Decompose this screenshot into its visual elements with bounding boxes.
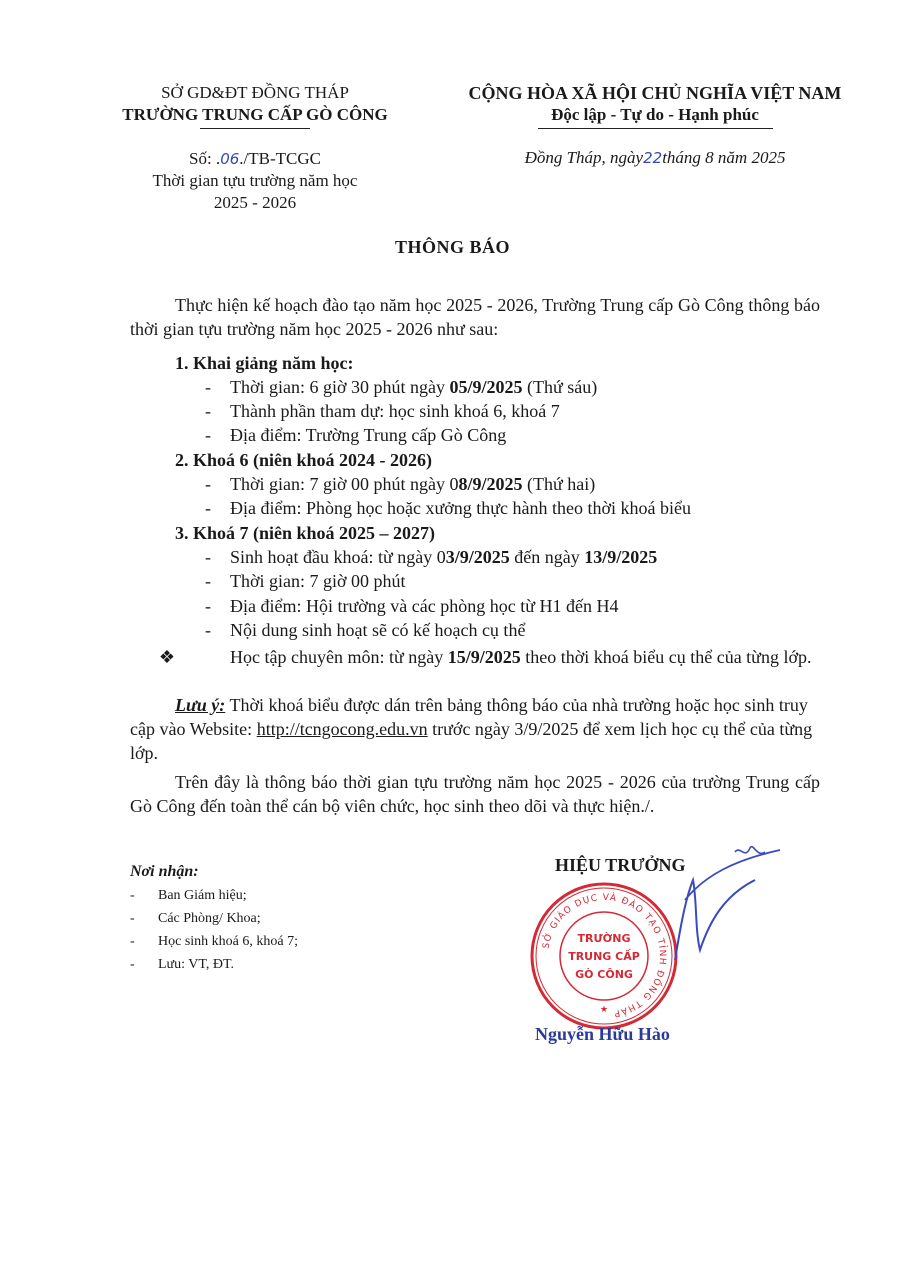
item-text-post: đến ngày xyxy=(509,547,585,567)
item-bold: 3/9/2025 xyxy=(445,547,510,567)
item-text: Địa điểm: Trường Trung cấp Gò Công xyxy=(230,425,507,445)
recipient-text: Ban Giám hiệu; xyxy=(158,888,247,903)
recipients-block xyxy=(130,860,460,976)
section-item: - Thời gian: 7 giờ 00 phút xyxy=(205,571,406,591)
item-text: Thời gian: 7 giờ 00 phút ngày 0 xyxy=(230,474,459,494)
section-item: - Nội dung sinh hoạt sẽ có kế hoạch cụ thể xyxy=(205,620,526,640)
section-item: - Thành phần tham dự: học sinh khoá 6, khoá 7 xyxy=(205,401,560,421)
item-text: Thành phần tham dự: học sinh khoá 6, khoá 7 xyxy=(230,401,560,421)
national-header xyxy=(430,82,880,129)
stamp-line-3: GÒ CÔNG xyxy=(575,968,633,981)
recipient-text: Các Phòng/ Khoa; xyxy=(158,911,261,926)
note-text: Thời khoá biểu được dán trên bảng thông báo của nhà trường hoặc học sinh truy cập vào Website: xyxy=(130,695,808,739)
section-heading: 1. Khai giảng năm học: xyxy=(175,353,354,373)
note-label: Lưu ý: xyxy=(175,695,226,715)
place-date xyxy=(430,148,880,168)
document-subject-line1: Thời gian tựu trường năm học xyxy=(152,171,358,190)
item-text: Địa điểm: Hội trường và các phòng học từ H1 đến H4 xyxy=(230,596,619,616)
star-item-post: theo thời khoá biểu cụ thể của từng lớp. xyxy=(520,647,812,667)
item-bold-2: 13/9/2025 xyxy=(584,547,658,567)
recipient-item: - Lưu: VT, ĐT. xyxy=(130,957,235,972)
note-text-end: trước ngày 3/9/2025 để xem lịch học cụ thể của từng lớp. xyxy=(130,719,813,763)
section-heading: 3. Khoá 7 (niên khoá 2025 – 2027) xyxy=(175,523,436,543)
item-text: Thời gian: 7 giờ 00 phút xyxy=(230,571,406,591)
item-text: Thời gian: 6 giờ 30 phút ngày xyxy=(230,377,450,397)
closing-paragraph: Trên đây là thông báo thời gian tựu trường năm học 2025 - 2026 của trường Trung cấp Gò Công đến toàn thể cán bộ viên chức, học sinh theo dõi và thực hiện./. xyxy=(130,772,820,816)
section-item: - Địa điểm: Trường Trung cấp Gò Công xyxy=(205,425,507,445)
handwritten-signature-icon xyxy=(615,840,785,970)
document-number xyxy=(90,148,420,170)
intro-paragraph: Thực hiện kế hoạch đào tạo năm học 2025 - 2026, Trường Trung cấp Gò Công thông báo thời gian tựu trường năm học 2025 - 2026 như sau: xyxy=(130,295,820,339)
recipient-text: Lưu: VT, ĐT. xyxy=(158,957,235,972)
svg-text:★: ★ xyxy=(599,1005,609,1015)
recipient-item: - Học sinh khoá 6, khoá 7; xyxy=(130,934,298,949)
number-prefix: Số: . xyxy=(189,149,221,168)
website-link[interactable]: http://tcngocong.edu.vn xyxy=(256,719,428,739)
number-suffix: ./TB-TCGC xyxy=(239,149,321,168)
section-item: - Thời gian: 7 giờ 00 phút ngày 08/9/2025 (Thứ hai) xyxy=(205,474,596,494)
date-day-handwritten: 22 xyxy=(643,149,663,167)
note-paragraph xyxy=(130,693,820,765)
recipients-label: Nơi nhận: xyxy=(130,863,199,880)
item-text: Nội dung sinh hoạt sẽ có kế hoạch cụ thể xyxy=(230,620,526,640)
number-handwritten: 06 xyxy=(220,150,240,168)
section-item: - Địa điểm: Hội trường và các phòng học từ H1 đến H4 xyxy=(205,596,619,616)
signer-title: HIỆU TRƯỞNG xyxy=(555,855,686,875)
recipient-item: - Ban Giám hiệu; xyxy=(130,888,247,903)
document-number-block xyxy=(90,148,420,214)
section-heading: 2. Khoá 6 (niên khoá 2024 - 2026) xyxy=(175,450,433,470)
national-title: CỘNG HÒA XÃ HỘI CHỦ NGHĨA VIỆT NAM xyxy=(468,83,842,103)
stamp-line-1: TRƯỜNG xyxy=(577,932,631,945)
stamp-line-2: TRUNG CẤP xyxy=(568,950,640,963)
item-text: Sinh hoạt đầu khoá: từ ngày 0 xyxy=(230,547,446,567)
recipient-item: - Các Phòng/ Khoa; xyxy=(130,911,261,926)
section-item: - Sinh hoạt đầu khoá: từ ngày 03/9/2025 đến ngày 13/9/2025 xyxy=(205,547,658,567)
date-before: Đồng Tháp, ngày xyxy=(524,148,644,167)
section-item: - Thời gian: 6 giờ 30 phút ngày 05/9/2025 (Thứ sáu) xyxy=(205,377,598,397)
item-bold: 05/9/2025 xyxy=(449,377,523,397)
issuer-underline xyxy=(200,128,310,129)
star-item xyxy=(130,645,820,669)
motto-underline xyxy=(538,128,773,129)
document-title: THÔNG BÁO xyxy=(394,237,510,257)
issuer-school: TRƯỜNG TRUNG CẤP GÒ CÔNG xyxy=(122,105,388,124)
stamp-ring-text: SỞ GIÁO DỤC VÀ ĐÀO TẠO TỈNH ĐỒNG THÁP xyxy=(541,892,668,1019)
issuer-header xyxy=(90,82,420,129)
diamond-bullet-icon: ❖ xyxy=(158,647,175,667)
item-text-post: (Thứ sáu) xyxy=(522,377,598,397)
item-text-post: (Thứ hai) xyxy=(522,474,596,494)
item-bold: 8/9/2025 xyxy=(458,474,523,494)
document-subject-line2: 2025 - 2026 xyxy=(213,193,297,212)
recipient-text: Học sinh khoá 6, khoá 7; xyxy=(158,934,298,949)
section-item: - Địa điểm: Phòng học hoặc xưởng thực hành theo thời khoá biểu xyxy=(205,498,691,518)
national-motto: Độc lập - Tự do - Hạnh phúc xyxy=(551,105,759,124)
item-text: Địa điểm: Phòng học hoặc xưởng thực hành theo thời khoá biểu xyxy=(230,498,691,518)
date-after: tháng 8 năm 2025 xyxy=(662,148,786,167)
star-item-bold: 15/9/2025 xyxy=(447,647,521,667)
star-item-text: Học tập chuyên môn: từ ngày xyxy=(230,647,448,667)
issuer-department: SỞ GD&ĐT ĐỒNG THÁP xyxy=(161,83,349,102)
signer-name: Nguyễn Hữu Hào xyxy=(535,1024,670,1044)
